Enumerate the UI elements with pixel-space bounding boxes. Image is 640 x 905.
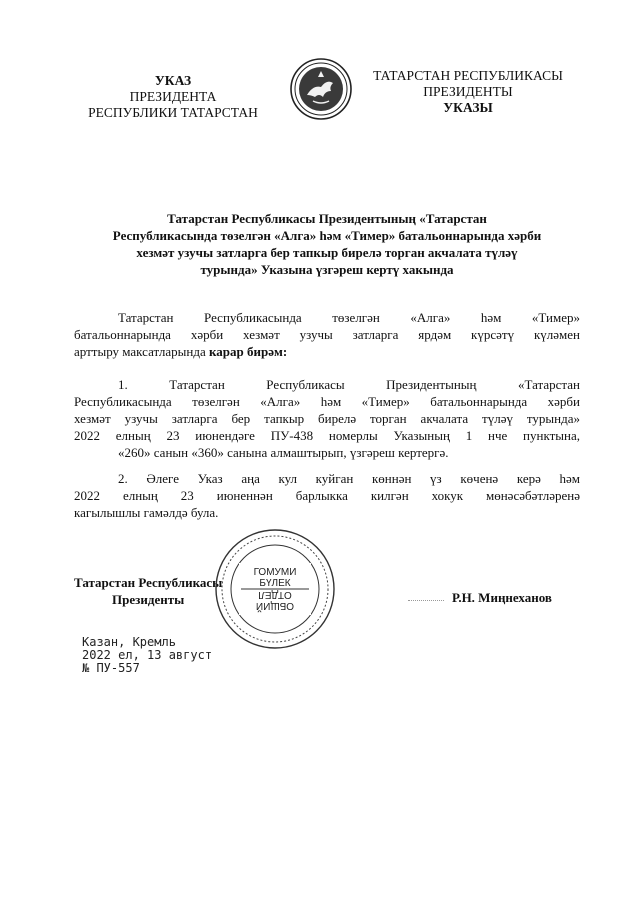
paragraph-line-last bbox=[74, 343, 580, 360]
paragraph-line: 2022 елның 23 июненнән барлыкка килгән хокук мөнәсәбәтләренә bbox=[74, 488, 580, 503]
paragraph-preamble bbox=[74, 309, 580, 360]
signatory-position-line1: Татарстан Республикасы bbox=[74, 575, 223, 590]
header-right-tatar bbox=[358, 68, 578, 116]
header-left-russian bbox=[68, 73, 278, 121]
paragraph-line: «260» санын «360» санына алмаштырып, үзгәреш кертергә. bbox=[118, 445, 449, 460]
header-right-line1: ТАТАРСТАН РЕСПУБЛИКАСЫ bbox=[373, 68, 563, 83]
paragraph-item-2 bbox=[74, 470, 580, 521]
signatory-position-line2: Президенты bbox=[112, 592, 185, 607]
header-left-line2: ПРЕЗИДЕНТА bbox=[129, 89, 217, 104]
signature-line bbox=[408, 600, 444, 601]
paragraph-line: Татарстан Республикасында төзелгән «Алга» һәм «Тимер» bbox=[118, 310, 580, 325]
signatory-position bbox=[74, 574, 222, 608]
stamp-text-inverted: ОБЩИЙ bbox=[255, 600, 295, 611]
title-line: хезмәт узучы затларга бер тапкыр бирелә торган акчалата түләү bbox=[136, 245, 518, 260]
place-and-date bbox=[82, 636, 212, 675]
paragraph-line: батальоннарында хәрби хезмәт узучы затларга ярдәм күрсәтү күләмен bbox=[74, 327, 580, 342]
paragraph-line: 2022 елның 23 июнендәге ПУ-438 номерлы Указының 1 нче пунктына, bbox=[74, 428, 580, 443]
title-line: Республикасында төзелгән «Алга» һәм «Тимер» батальоннарында хәрби bbox=[112, 228, 542, 243]
header-left-line1: УКАЗ bbox=[154, 73, 192, 88]
signatory-name: Р.Н. Миңнеханов bbox=[452, 590, 552, 605]
paragraph-item-1 bbox=[74, 376, 580, 461]
official-stamp-icon bbox=[213, 527, 337, 651]
paragraph-line: 1. Татарстан Республикасы Президентының «Татарстан bbox=[118, 377, 580, 392]
header-left-line3: РЕСПУБЛИКИ ТАТАРСТАН bbox=[88, 105, 258, 120]
tatarstan-coat-of-arms-icon bbox=[289, 57, 353, 121]
stamp-text-top: БҮЛЕК bbox=[259, 578, 291, 589]
header-right-line3: УКАЗЫ bbox=[443, 100, 493, 115]
place-line: Казан, Кремль bbox=[82, 635, 176, 649]
stamp-text-inverted: ОТДЕЛ bbox=[258, 589, 292, 600]
title-line: Татарстан Республикасы Президентының «Татарстан bbox=[167, 211, 487, 226]
resolution-phrase: карар бирәм: bbox=[208, 344, 288, 359]
paragraph-line: хезмәт узучы затларга бер тапкыр бирелә торган акчалата түләү турында» bbox=[74, 411, 580, 426]
title-line: турында» Указына үзгәреш кертү хакында bbox=[200, 262, 454, 277]
date-line: 2022 ел, 13 август bbox=[82, 648, 213, 662]
stamp-text-top: ГОМУМИ bbox=[253, 567, 297, 578]
header-right-line2: ПРЕЗИДЕНТЫ bbox=[423, 84, 513, 99]
paragraph-line: Республикасында төзелгән «Алга» һәм «Тимер» батальоннарында хәрби bbox=[74, 394, 580, 409]
paragraph-line: кагылышлы гамәлдә була. bbox=[74, 505, 219, 520]
decree-title bbox=[74, 210, 580, 278]
paragraph-line: 2. Әлеге Указ аңа кул куйган көннән үз көченә керә һәм bbox=[118, 471, 580, 486]
preamble-text: арттыру максатларында bbox=[74, 344, 209, 359]
decree-number: № ПУ-557 bbox=[82, 661, 140, 675]
